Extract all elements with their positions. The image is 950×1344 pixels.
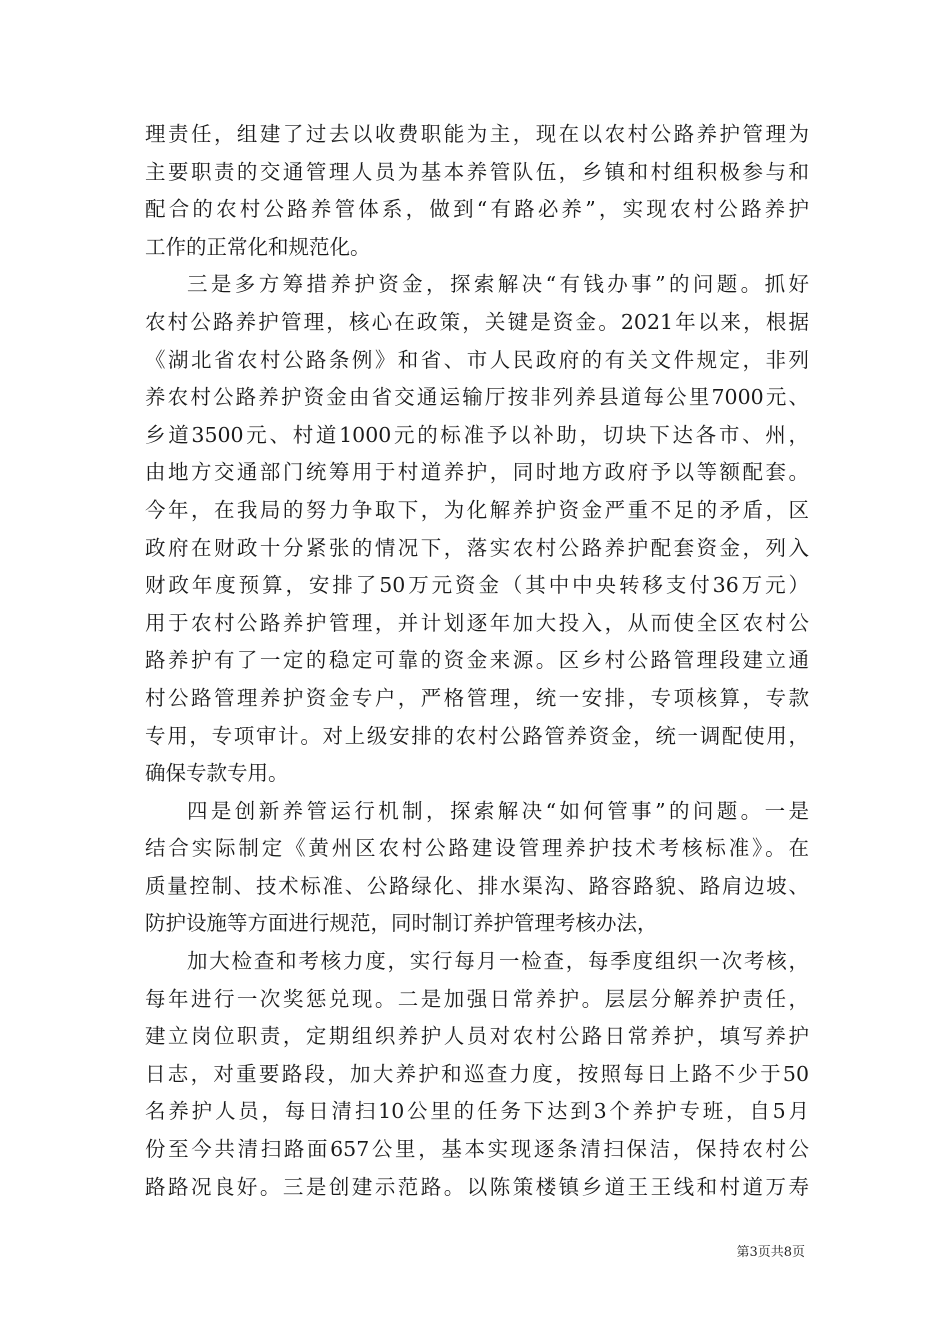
text-line: 财政年度预算，安排了50万元资金（其中中央转移支付36万元） [145,573,809,598]
text-line: 村公路管理养护资金专户，严格管理，统一安排，专项核算，专款 [145,685,809,710]
text-line: 质量控制、技术标准、公路绿化、排水渠沟、路容路貌、路肩边坡、 [145,873,809,898]
paragraph-first-line: 三是多方筹措养护资金，探索解决“有钱办事”的问题。抓好 [187,272,809,297]
text-line: 养农村公路养护资金由省交通运输厅按非列养县道每公里7000元、 [145,385,809,410]
text-line: 今年，在我局的努力争取下，为化解养护资金严重不足的矛盾，区 [145,497,809,522]
paragraph-first-line: 加大检查和考核力度，实行每月一检查，每季度组织一次考核， [187,949,809,974]
text-line: 《湖北省农村公路条例》和省、市人民政府的有关文件规定，非列 [145,347,809,372]
text-line: 路养护有了一定的稳定可靠的资金来源。区乡村公路管理段建立通 [145,648,809,673]
text-line: 防护设施等方面进行规范，同时制订养护管理考核办法， [145,911,658,936]
text-line: 份至今共清扫路面657公里，基本实现逐条清扫保洁，保持农村公 [145,1137,809,1162]
text-line: 配合的农村公路养管体系，做到“有路必养”，实现农村公路养护 [145,197,809,222]
text-line: 主要职责的交通管理人员为基本养管队伍，乡镇和村组积极参与和 [145,159,809,184]
text-line: 由地方交通部门统筹用于村道养护，同时地方政府予以等额配套。 [145,460,809,485]
text-line: 农村公路养护管理，核心在政策，关键是资金。2021年以来，根据 [145,309,809,334]
text-line: 日志，对重要路段，加大养护和巡查力度，按照每日上路不少于50 [145,1061,809,1086]
text-line: 建立岗位职责，定期组织养护人员对农村公路日常养护，填写养护 [145,1024,809,1049]
text-line: 理责任，组建了过去以收费职能为主，现在以农村公路养护管理为 [145,122,809,146]
text-line: 名养护人员，每日清扫10公里的任务下达到3个养护专班，自5月 [145,1099,809,1124]
text-line: 路路况良好。三是创建示范路。以陈策楼镇乡道王王线和村道万寿 [145,1174,809,1199]
text-line: 结合实际制定《黄州区农村公路建设管理养护技术考核标准》。在 [145,836,809,861]
text-line: 用于农村公路养护管理，并计划逐年加大投入，从而使全区农村公 [145,610,809,635]
paragraph-first-line: 四是创新养管运行机制，探索解决“如何管事”的问题。一是 [187,798,809,823]
text-line: 工作的正常化和规范化。 [145,234,371,259]
text-line: 政府在财政十分紧张的情况下，落实农村公路养护配套资金，列入 [145,535,809,560]
page-number: 第3页共8页 [736,1245,805,1260]
text-line: 专用，专项审计。对上级安排的农村公路管养资金，统一调配使用， [145,723,809,748]
text-line: 乡道3500元、村道1000元的标准予以补助，切块下达各市、州， [145,422,809,447]
body-text [145,116,809,1206]
text-line: 确保专款专用。 [145,761,289,786]
text-line: 每年进行一次奖惩兑现。二是加强日常养护。层层分解养护责任， [145,986,809,1011]
